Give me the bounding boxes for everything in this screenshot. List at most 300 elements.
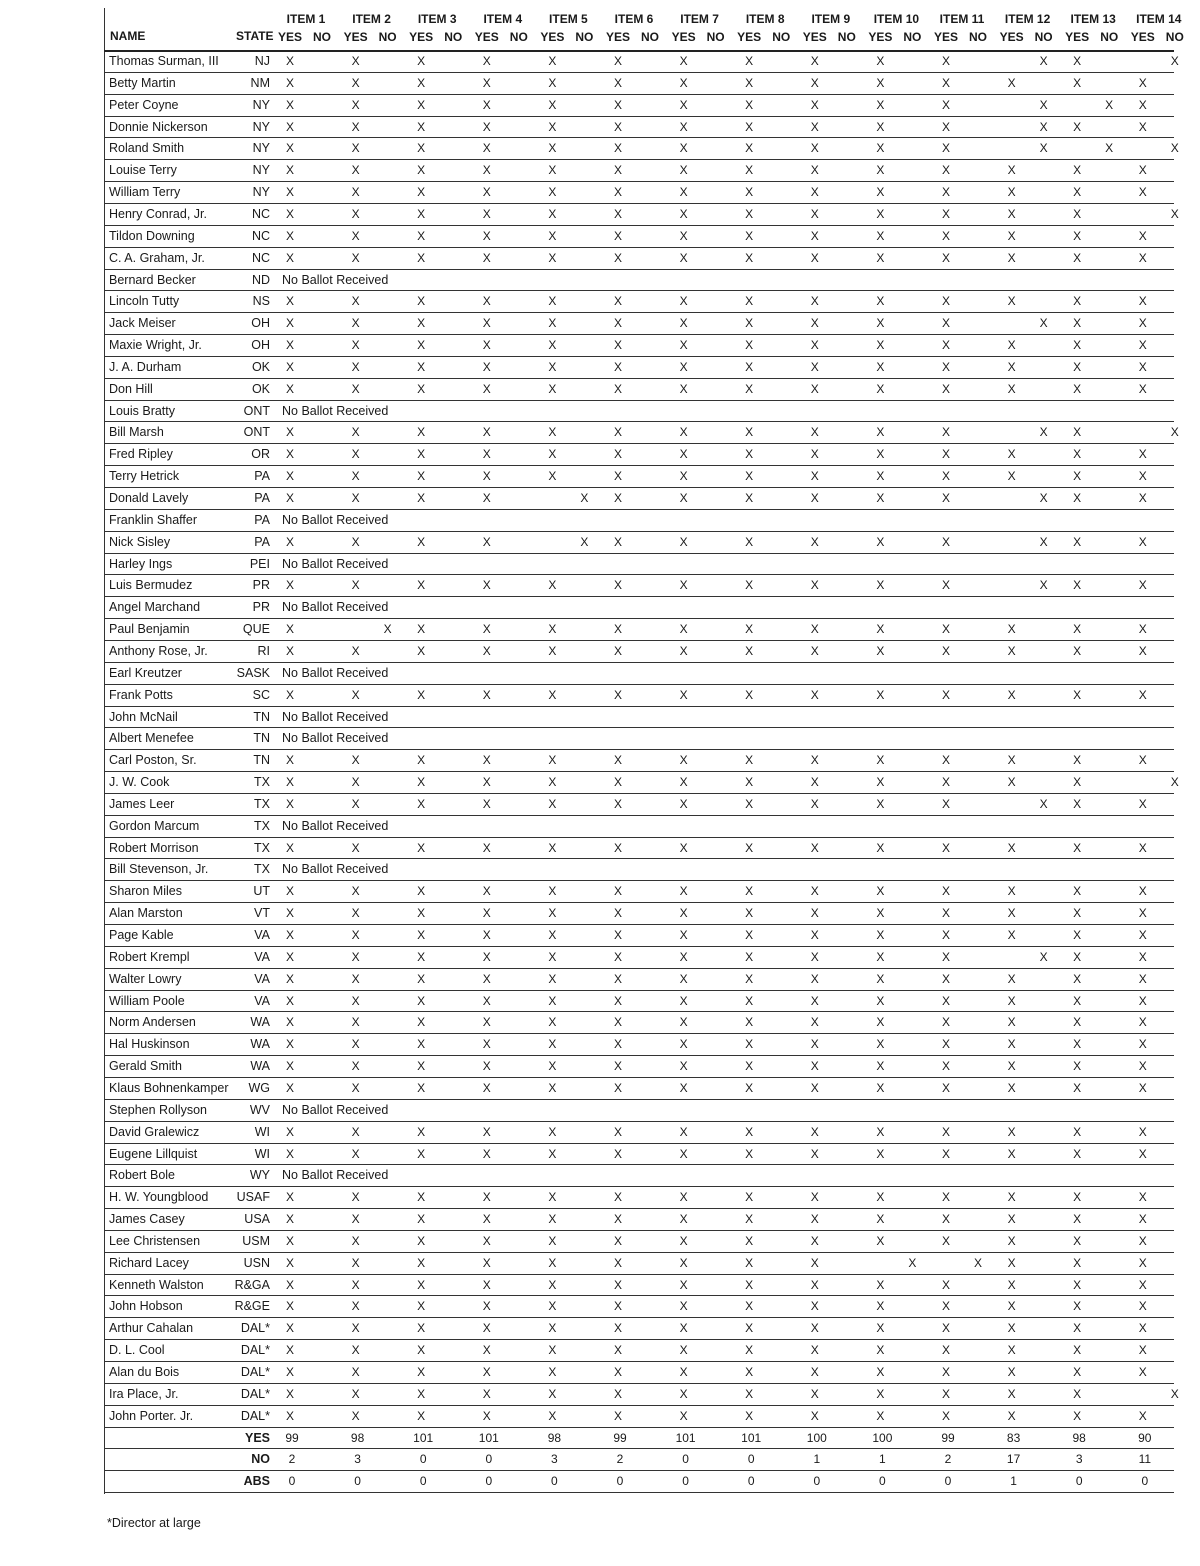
member-state: NC (251, 206, 270, 221)
yes-mark: X (1007, 1343, 1016, 1358)
yes-mark: X (417, 643, 426, 658)
yes-mark: X (417, 796, 426, 811)
member-state: TX (254, 840, 270, 855)
yes-mark: X (1073, 1299, 1082, 1314)
yes-mark: X (1138, 1277, 1147, 1292)
yes-mark: X (941, 1277, 950, 1292)
yes-mark: X (876, 469, 885, 484)
yes-mark: X (810, 687, 819, 702)
yes-mark: X (679, 1212, 688, 1227)
yes-mark: X (876, 840, 885, 855)
yes-mark: X (613, 75, 622, 90)
item-header-13: ITEM 13 (1070, 12, 1116, 26)
yes-mark: X (351, 119, 360, 134)
yes-mark: X (548, 338, 557, 353)
row-rule (104, 203, 1174, 204)
yes-mark: X (876, 228, 885, 243)
no-mark: X (1105, 141, 1114, 156)
yes-mark: X (810, 1059, 819, 1074)
member-state: WI (254, 1146, 270, 1161)
item-14-no-header: NO (1165, 30, 1184, 44)
yes-mark: X (285, 141, 294, 156)
column-header-state: STATE (236, 29, 274, 43)
item-header-14: ITEM 14 (1136, 12, 1182, 26)
yes-mark: X (1138, 381, 1147, 396)
member-name: Louise Terry (109, 163, 177, 178)
yes-mark: X (1138, 753, 1147, 768)
yes-mark: X (679, 1408, 688, 1423)
total-value: 0 (551, 1474, 558, 1489)
yes-mark: X (876, 1386, 885, 1401)
row-rule (104, 1143, 1174, 1144)
yes-mark: X (810, 622, 819, 637)
yes-mark: X (1073, 1343, 1082, 1358)
yes-mark: X (285, 1080, 294, 1095)
yes-mark: X (482, 294, 491, 309)
yes-mark: X (745, 993, 754, 1008)
row-rule (104, 858, 1174, 859)
yes-mark: X (810, 469, 819, 484)
item-1-no-header: NO (313, 30, 331, 44)
yes-mark: X (810, 1386, 819, 1401)
member-name: Tildon Downing (109, 228, 195, 243)
yes-mark: X (285, 338, 294, 353)
yes-mark: X (285, 447, 294, 462)
yes-mark: X (613, 949, 622, 964)
member-state: ND (251, 272, 270, 287)
yes-mark: X (1138, 906, 1147, 921)
yes-mark: X (482, 206, 491, 221)
yes-mark: X (1073, 971, 1082, 986)
row-rule (104, 72, 1174, 73)
yes-mark: X (613, 1255, 622, 1270)
member-state: PR (252, 578, 270, 593)
no-mark: X (1170, 1386, 1179, 1401)
member-name: Norm Andersen (109, 1015, 196, 1030)
yes-mark: X (548, 1255, 557, 1270)
member-state: NM (250, 75, 270, 90)
member-name: Frank Potts (109, 687, 173, 702)
member-name: Peter Coyne (109, 97, 179, 112)
yes-mark: X (679, 359, 688, 374)
yes-mark: X (482, 1343, 491, 1358)
yes-mark: X (876, 1037, 885, 1052)
yes-mark: X (613, 1146, 622, 1161)
yes-mark: X (876, 1190, 885, 1205)
yes-mark: X (679, 643, 688, 658)
member-name: Hal Huskinson (109, 1037, 190, 1052)
member-name: Bill Stevenson, Jr. (109, 862, 209, 877)
yes-mark: X (1007, 206, 1016, 221)
yes-mark: X (810, 1321, 819, 1336)
yes-mark: X (548, 796, 557, 811)
member-state: TN (253, 709, 270, 724)
yes-mark: X (351, 185, 360, 200)
yes-mark: X (745, 1343, 754, 1358)
yes-mark: X (1073, 469, 1082, 484)
yes-mark: X (941, 928, 950, 942)
yes-mark: X (745, 228, 754, 243)
yes-mark: X (285, 840, 294, 855)
member-name: Franklin Shaffer (109, 512, 198, 527)
yes-mark: X (1007, 1233, 1016, 1248)
yes-mark: X (1138, 1321, 1147, 1336)
yes-mark: X (876, 1299, 885, 1314)
yes-mark: X (941, 534, 950, 549)
yes-mark: X (876, 1408, 885, 1423)
no-mark: X (1039, 425, 1048, 440)
total-value: 0 (944, 1474, 952, 1489)
yes-mark: X (548, 1059, 557, 1074)
yes-mark: X (810, 971, 819, 986)
yes-mark: X (1138, 338, 1147, 353)
yes-mark: X (417, 1146, 426, 1161)
yes-mark: X (613, 338, 622, 353)
row-rule (104, 618, 1174, 619)
yes-mark: X (876, 1124, 885, 1139)
yes-mark: X (810, 97, 819, 112)
total-value: 101 (413, 1430, 434, 1445)
item-10-no-header: NO (903, 30, 922, 44)
yes-mark: X (1138, 643, 1147, 658)
yes-mark: X (679, 796, 688, 811)
total-value: 0 (419, 1452, 427, 1467)
total-value: 90 (1138, 1430, 1152, 1445)
row-rule (104, 1252, 1174, 1253)
member-state: NJ (254, 54, 270, 68)
yes-mark: X (351, 338, 360, 353)
yes-mark: X (679, 1015, 688, 1030)
total-value: 0 (813, 1474, 821, 1489)
yes-mark: X (679, 119, 688, 134)
item-2-no-header: NO (378, 30, 397, 44)
yes-mark: X (1073, 381, 1082, 396)
member-state: WA (250, 1037, 270, 1052)
yes-mark: X (351, 840, 360, 855)
yes-mark: X (876, 1233, 885, 1248)
yes-mark: X (876, 185, 885, 200)
yes-mark: X (482, 687, 491, 702)
row-rule (104, 1186, 1174, 1187)
member-name: John McNail (109, 709, 178, 724)
yes-mark: X (613, 228, 622, 243)
ballot-results-sheet (104, 8, 1194, 1530)
yes-mark: X (810, 1408, 819, 1423)
yes-mark: X (613, 1343, 622, 1358)
yes-mark: X (679, 1124, 688, 1139)
yes-mark: X (285, 1408, 294, 1423)
member-state: PR (252, 600, 270, 615)
item-header-1: ITEM 1 (286, 12, 326, 26)
yes-mark: X (285, 775, 294, 790)
yes-mark: X (1138, 359, 1147, 374)
yes-mark: X (1007, 1386, 1016, 1401)
yes-mark: X (679, 75, 688, 90)
no-mark: X (1170, 54, 1179, 68)
yes-mark: X (285, 1146, 294, 1161)
member-name: Robert Bole (109, 1168, 176, 1183)
member-name: Gerald Smith (109, 1059, 182, 1074)
yes-mark: X (351, 1343, 360, 1358)
yes-mark: X (1073, 54, 1082, 68)
member-state: VA (254, 928, 270, 942)
yes-mark: X (1007, 1212, 1016, 1227)
yes-mark: X (876, 425, 885, 440)
yes-mark: X (613, 1015, 622, 1030)
yes-mark: X (679, 97, 688, 112)
yes-mark: X (876, 447, 885, 462)
member-state: OR (251, 447, 270, 462)
yes-mark: X (1073, 1146, 1082, 1161)
yes-mark: X (810, 141, 819, 156)
yes-mark: X (482, 141, 491, 156)
yes-mark: X (679, 316, 688, 331)
yes-mark: X (548, 294, 557, 309)
yes-mark: X (810, 1015, 819, 1030)
total-value: 99 (941, 1430, 955, 1445)
no-ballot-note: No Ballot Received (282, 600, 389, 615)
yes-mark: X (810, 447, 819, 462)
yes-mark: X (941, 971, 950, 986)
yes-mark: X (482, 1146, 491, 1161)
yes-mark: X (1073, 228, 1082, 243)
yes-mark: X (941, 1124, 950, 1139)
footnote: *Director at large (107, 1516, 201, 1530)
yes-mark: X (876, 949, 885, 964)
yes-mark: X (1007, 359, 1016, 374)
yes-mark: X (482, 119, 491, 134)
yes-mark: X (745, 1146, 754, 1161)
yes-mark: X (285, 643, 294, 658)
yes-mark: X (745, 163, 754, 178)
yes-mark: X (351, 1321, 360, 1336)
member-name: Robert Morrison (109, 840, 199, 855)
yes-mark: X (810, 316, 819, 331)
yes-mark: X (810, 840, 819, 855)
yes-mark: X (482, 622, 491, 637)
yes-mark: X (548, 141, 557, 156)
yes-mark: X (1073, 425, 1082, 440)
yes-mark: X (417, 54, 426, 68)
yes-mark: X (548, 1386, 557, 1401)
yes-mark: X (810, 75, 819, 90)
yes-mark: X (1007, 622, 1016, 637)
yes-mark: X (417, 928, 426, 942)
yes-mark: X (482, 775, 491, 790)
member-state: PEI (249, 556, 270, 571)
yes-mark: X (351, 949, 360, 964)
yes-mark: X (1073, 949, 1082, 964)
yes-mark: X (417, 1190, 426, 1205)
yes-mark: X (1138, 578, 1147, 593)
yes-mark: X (482, 491, 491, 505)
yes-mark: X (1007, 1146, 1016, 1161)
yes-mark: X (876, 1321, 885, 1336)
yes-mark: X (285, 1059, 294, 1074)
yes-mark: X (941, 578, 950, 593)
yes-mark: X (679, 54, 688, 68)
member-state: PA (254, 491, 270, 505)
yes-mark: X (613, 1299, 622, 1314)
yes-mark: X (417, 578, 426, 593)
member-name: Lee Christensen (109, 1233, 201, 1248)
yes-mark: X (285, 1233, 294, 1248)
row-rule (104, 290, 1174, 291)
yes-mark: X (745, 578, 754, 593)
yes-mark: X (548, 1190, 557, 1205)
yes-mark: X (351, 316, 360, 331)
yes-mark: X (810, 338, 819, 353)
yes-mark: X (613, 1190, 622, 1205)
total-value: 0 (485, 1452, 493, 1467)
yes-mark: X (1007, 971, 1016, 986)
yes-mark: X (1138, 119, 1147, 134)
yes-mark: X (941, 884, 950, 899)
yes-mark: X (1138, 294, 1147, 309)
yes-mark: X (417, 1277, 426, 1292)
member-state: SASK (236, 665, 270, 680)
yes-mark: X (679, 1080, 688, 1095)
yes-mark: X (941, 949, 950, 964)
yes-mark: X (1007, 1190, 1016, 1205)
yes-mark: X (482, 381, 491, 396)
yes-mark: X (745, 491, 754, 505)
yes-mark: X (745, 971, 754, 986)
row-rule (104, 465, 1174, 466)
yes-mark: X (876, 1277, 885, 1292)
yes-mark: X (613, 796, 622, 811)
no-ballot-note: No Ballot Received (282, 512, 389, 527)
yes-mark: X (482, 1408, 491, 1423)
yes-mark: X (285, 1037, 294, 1052)
yes-mark: X (285, 687, 294, 702)
member-state: USAF (236, 1190, 270, 1205)
row-rule (104, 1361, 1174, 1362)
member-state: USN (243, 1255, 270, 1270)
yes-mark: X (417, 1037, 426, 1052)
yes-mark: X (548, 206, 557, 221)
yes-mark: X (613, 622, 622, 637)
yes-mark: X (1007, 1321, 1016, 1336)
yes-mark: X (548, 1080, 557, 1095)
item-5-no-header: NO (575, 30, 594, 44)
yes-mark: X (417, 185, 426, 200)
member-name: Donnie Nickerson (109, 119, 208, 134)
yes-mark: X (548, 469, 557, 484)
yes-mark: X (613, 1386, 622, 1401)
yes-mark: X (1073, 316, 1082, 331)
yes-mark: X (548, 840, 557, 855)
yes-mark: X (810, 578, 819, 593)
yes-mark: X (1138, 622, 1147, 637)
yes-mark: X (613, 1037, 622, 1052)
yes-mark: X (285, 1299, 294, 1314)
yes-mark: X (482, 338, 491, 353)
item-6-yes-header: YES (605, 30, 630, 44)
yes-mark: X (351, 469, 360, 484)
yes-mark: X (351, 491, 360, 505)
yes-mark: X (548, 119, 557, 134)
total-value: 0 (419, 1474, 427, 1489)
yes-mark: X (548, 643, 557, 658)
member-name: Roland Smith (109, 141, 185, 156)
yes-mark: X (351, 1059, 360, 1074)
yes-mark: X (417, 338, 426, 353)
member-state: OH (251, 316, 270, 331)
yes-mark: X (876, 1146, 885, 1161)
yes-mark: X (679, 294, 688, 309)
member-name: Don Hill (109, 381, 153, 396)
yes-mark: X (351, 1255, 360, 1270)
yes-mark: X (482, 316, 491, 331)
yes-mark: X (1073, 1080, 1082, 1095)
yes-mark: X (417, 491, 426, 505)
yes-mark: X (1073, 1059, 1082, 1074)
yes-mark: X (876, 534, 885, 549)
yes-mark: X (417, 1015, 426, 1030)
row-rule (104, 443, 1174, 444)
yes-mark: X (941, 163, 950, 178)
item-11-yes-header: YES (933, 30, 958, 44)
total-value: 98 (1072, 1430, 1086, 1445)
row-rule (104, 1208, 1174, 1209)
member-state: WG (248, 1080, 270, 1095)
no-mark: X (1105, 97, 1114, 112)
yes-mark: X (417, 359, 426, 374)
member-name: William Terry (109, 185, 181, 200)
yes-mark: X (351, 54, 360, 68)
total-value: 99 (285, 1430, 299, 1445)
yes-mark: X (351, 206, 360, 221)
member-name: Stephen Rollyson (109, 1102, 207, 1117)
yes-mark: X (679, 1299, 688, 1314)
member-name: William Poole (109, 993, 185, 1008)
yes-mark: X (613, 359, 622, 374)
yes-mark: X (679, 250, 688, 265)
item-2-yes-header: YES (343, 30, 368, 44)
yes-mark: X (745, 250, 754, 265)
yes-mark: X (876, 775, 885, 790)
row-rule (104, 1055, 1174, 1056)
total-value: 2 (944, 1452, 952, 1467)
item-9-yes-header: YES (802, 30, 827, 44)
member-state: USM (242, 1233, 270, 1248)
table-left-border (104, 8, 105, 1494)
yes-mark: X (285, 316, 294, 331)
total-value: 101 (478, 1430, 499, 1445)
yes-mark: X (745, 1408, 754, 1423)
yes-mark: X (417, 1059, 426, 1074)
yes-mark: X (876, 1015, 885, 1030)
yes-mark: X (613, 643, 622, 658)
no-mark: X (1170, 206, 1179, 221)
yes-mark: X (417, 1299, 426, 1314)
item-header-6: ITEM 6 (614, 12, 654, 26)
yes-mark: X (351, 775, 360, 790)
yes-mark: X (679, 1255, 688, 1270)
row-rule (104, 1383, 1174, 1384)
yes-mark: X (1138, 97, 1147, 112)
yes-mark: X (285, 534, 294, 549)
yes-mark: X (417, 316, 426, 331)
yes-mark: X (548, 1212, 557, 1227)
yes-mark: X (941, 1212, 950, 1227)
yes-mark: X (679, 622, 688, 637)
yes-mark: X (1007, 1080, 1016, 1095)
item-6-no-header: NO (641, 30, 659, 44)
yes-mark: X (1007, 185, 1016, 200)
yes-mark: X (548, 185, 557, 200)
